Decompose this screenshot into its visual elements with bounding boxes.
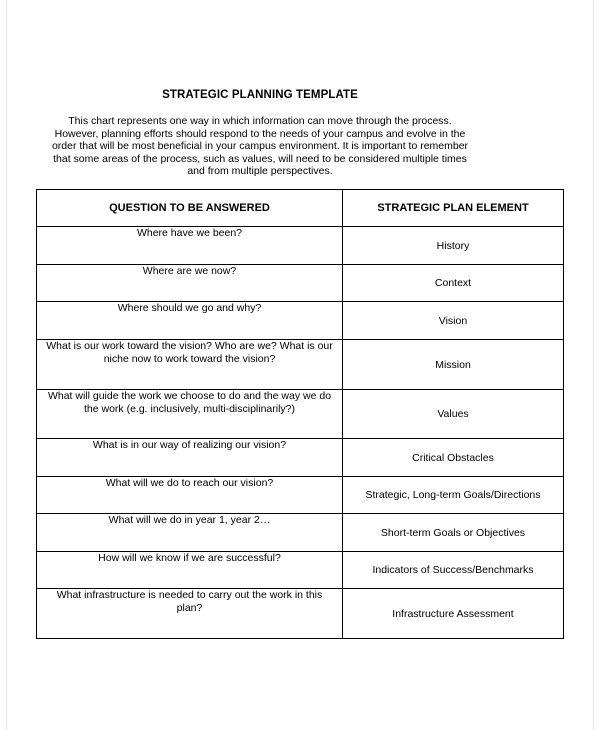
page-right-edge [593, 0, 594, 730]
question-line: What will guide the work we choose to do and the way we do [47, 390, 332, 402]
question-cell [37, 439, 343, 477]
table-row [37, 477, 564, 514]
table-header-row [37, 190, 564, 227]
question-line: Where have we been? [136, 227, 243, 239]
question-cell [37, 589, 343, 639]
table-row [37, 265, 564, 302]
element-cell: Vision [343, 302, 564, 340]
intro-line: that some areas of the process, such as values, will need to be considered multiple times [53, 152, 467, 165]
table-row [37, 552, 564, 589]
table-row [37, 514, 564, 552]
question-line: What infrastructure is needed to carry out the work in this [56, 589, 323, 601]
intro-line: However, planning efforts should respond to the needs of your campus and evolve in the [54, 127, 466, 140]
element-cell: Values [343, 390, 564, 439]
question-cell [37, 477, 343, 514]
document-title: STRATEGIC PLANNING TEMPLATE [162, 89, 358, 101]
page-left-edge [6, 0, 7, 730]
table-row [37, 340, 564, 390]
intro-line: and from multiple perspectives. [187, 165, 333, 178]
question-cell [37, 552, 343, 589]
strategic-plan-table [36, 189, 564, 639]
element-cell: History [343, 227, 564, 265]
question-line: What is in our way of realizing our vision? [92, 439, 287, 451]
element-cell: Indicators of Success/Benchmarks [343, 552, 564, 589]
table-row [37, 439, 564, 477]
question-line: niche now to work toward the vision? [103, 352, 276, 365]
table-row [37, 302, 564, 340]
question-line: What will we do in year 1, year 2… [108, 514, 271, 526]
element-cell: Context [343, 265, 564, 302]
question-cell [37, 390, 343, 439]
element-cell: Short-term Goals or Objectives [343, 514, 564, 552]
question-line: What will we do to reach our vision? [105, 477, 274, 489]
table-row [37, 390, 564, 439]
element-cell: Strategic, Long-term Goals/Directions [343, 477, 564, 514]
question-column-header: QUESTION TO BE ANSWERED [37, 190, 343, 227]
table-row [37, 227, 564, 265]
intro-line: This chart represents one way in which information can move through the process. [68, 115, 452, 127]
question-cell [37, 227, 343, 265]
question-line: How will we know if we are successful? [98, 552, 281, 564]
question-cell [37, 340, 343, 390]
element-cell: Mission [343, 340, 564, 390]
intro-paragraph [40, 115, 480, 178]
table-row [37, 589, 564, 639]
question-cell [37, 265, 343, 302]
question-line: What is our work toward the vision? Who are we? What is our [46, 340, 333, 352]
question-line: the work (e.g. inclusively, multi-disciplinarily?) [83, 402, 296, 415]
element-cell: Infrastructure Assessment [343, 589, 564, 639]
question-cell [37, 302, 343, 340]
question-line: plan? [176, 601, 203, 614]
question-cell [37, 514, 343, 552]
element-cell: Critical Obstacles [343, 439, 564, 477]
question-line: Where are we now? [142, 265, 237, 277]
intro-line: order that will be most beneficial in your campus environment. It is important to remember [51, 140, 469, 153]
question-line: Where should we go and why? [117, 302, 262, 314]
element-column-header: STRATEGIC PLAN ELEMENT [343, 190, 564, 227]
